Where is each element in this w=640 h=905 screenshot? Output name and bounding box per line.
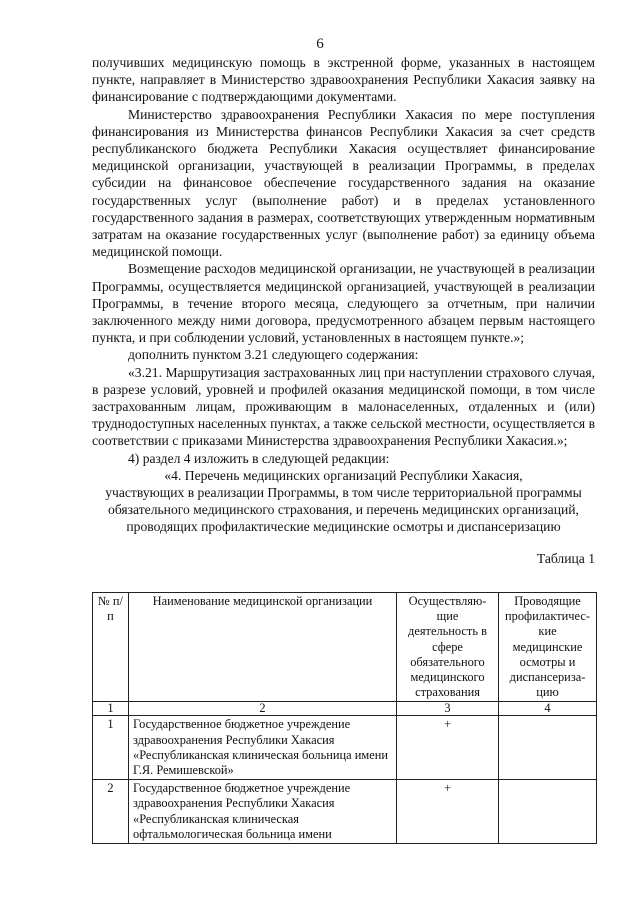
header-number: № п/п bbox=[93, 593, 129, 702]
section-title-line: обязательного медицинского страхования, и перечень медицинских организаций, bbox=[108, 502, 579, 518]
page-number: 6 bbox=[316, 36, 324, 52]
organization-name: Государственное бюджетное учреждение здравоохранения Республики Хакасия «Республиканская клиническая больница имени Г.Я. Ремишевской» bbox=[129, 716, 397, 780]
paragraph: 4) раздел 4 изложить в следующей редакции: bbox=[128, 450, 390, 466]
organizations-table-wrapper bbox=[92, 592, 596, 844]
row-number: 1 bbox=[93, 716, 129, 780]
table-header-row bbox=[93, 593, 597, 702]
column-index: 4 bbox=[499, 702, 597, 716]
organization-name: Государственное бюджетное учреждение здравоохранения Республики Хакасия «Республиканская клиническая офтальмологическая больница имени bbox=[129, 780, 397, 844]
column-index: 1 bbox=[93, 702, 129, 716]
paragraph: Министерство здравоохранения Республики Хакасия по мере поступления финансирования из Министерства финансов Республики Хакасия за счет средств республиканского бюджета Республики Хакасия осуществляет финансирование медицинской организации, участвующей в реализации Программы, в пределах субсидии на финансовое обеспечение государственного задания на оказание государственных услуг (выполнение работ) и в пределах установленного государственного задания в размерах, соответствующих утвержденным нормативным затратам на оказание государственных услуг (выполнение работ) за единицу объема медицинской помощи. bbox=[92, 106, 595, 260]
oms-mark: + bbox=[397, 780, 499, 844]
checkups-mark bbox=[499, 716, 597, 780]
paragraph: получивших медицинскую помощь в экстренной форме, указанных в настоящем пункте, направляет в Министерство здравоохранения Республики Хакасия заявку на финансирование с подтверждающими документами. bbox=[92, 55, 595, 105]
paragraph: Возмещение расходов медицинской организации, не участвующей в реализации Программы, осуществляется медицинской организацией, участвующей в реализации Программы, в течение второго месяца, следующего за отчетным, при наличии заключенного между ними договора, предусмотренного абзацем первым настоящего пункта, и при соблюдении условий, установленных в настоящем пункте.»; bbox=[92, 261, 595, 346]
header-oms-activity: Осуществляю-щие деятельность в сфере обязательного медицинского страхования bbox=[397, 593, 499, 702]
paragraph: дополнить пунктом 3.21 следующего содержания: bbox=[128, 347, 419, 363]
column-index: 2 bbox=[129, 702, 397, 716]
oms-mark: + bbox=[397, 716, 499, 780]
section-title-line: «4. Перечень медицинских организаций Республики Хакасия, bbox=[164, 467, 523, 483]
section-title-line: участвующих в реализации Программы, в том числе территориальной программы bbox=[105, 485, 582, 501]
column-index-row bbox=[93, 702, 597, 716]
table-row bbox=[93, 716, 597, 780]
header-checkups: Проводящие профилактичес-кие медицинские осмотры и диспансериза-цию bbox=[499, 593, 597, 702]
checkups-mark bbox=[499, 780, 597, 844]
row-number: 2 bbox=[93, 780, 129, 844]
organizations-table bbox=[92, 592, 597, 844]
header-organization-name: Наименование медицинской организации bbox=[129, 593, 397, 702]
paragraph: «3.21. Маршрутизация застрахованных лиц при наступлении страхового случая, в разрезе условий, уровней и профилей оказания медицинской помощи, в том числе застрахованным лицам, проживающим в малонаселенных, отдаленных и (или) труднодоступных населенных пунктах, а также сельской местности, осуществляется в соответствии с приказами Министерства здравоохранения Республики Хакасия.»; bbox=[92, 364, 595, 449]
column-index: 3 bbox=[397, 702, 499, 716]
document-body bbox=[92, 54, 595, 567]
table-caption: Таблица 1 bbox=[536, 550, 595, 566]
section-title-line: проводящих профилактические медицинские осмотры и диспансеризацию bbox=[126, 519, 561, 535]
table-row bbox=[93, 780, 597, 844]
